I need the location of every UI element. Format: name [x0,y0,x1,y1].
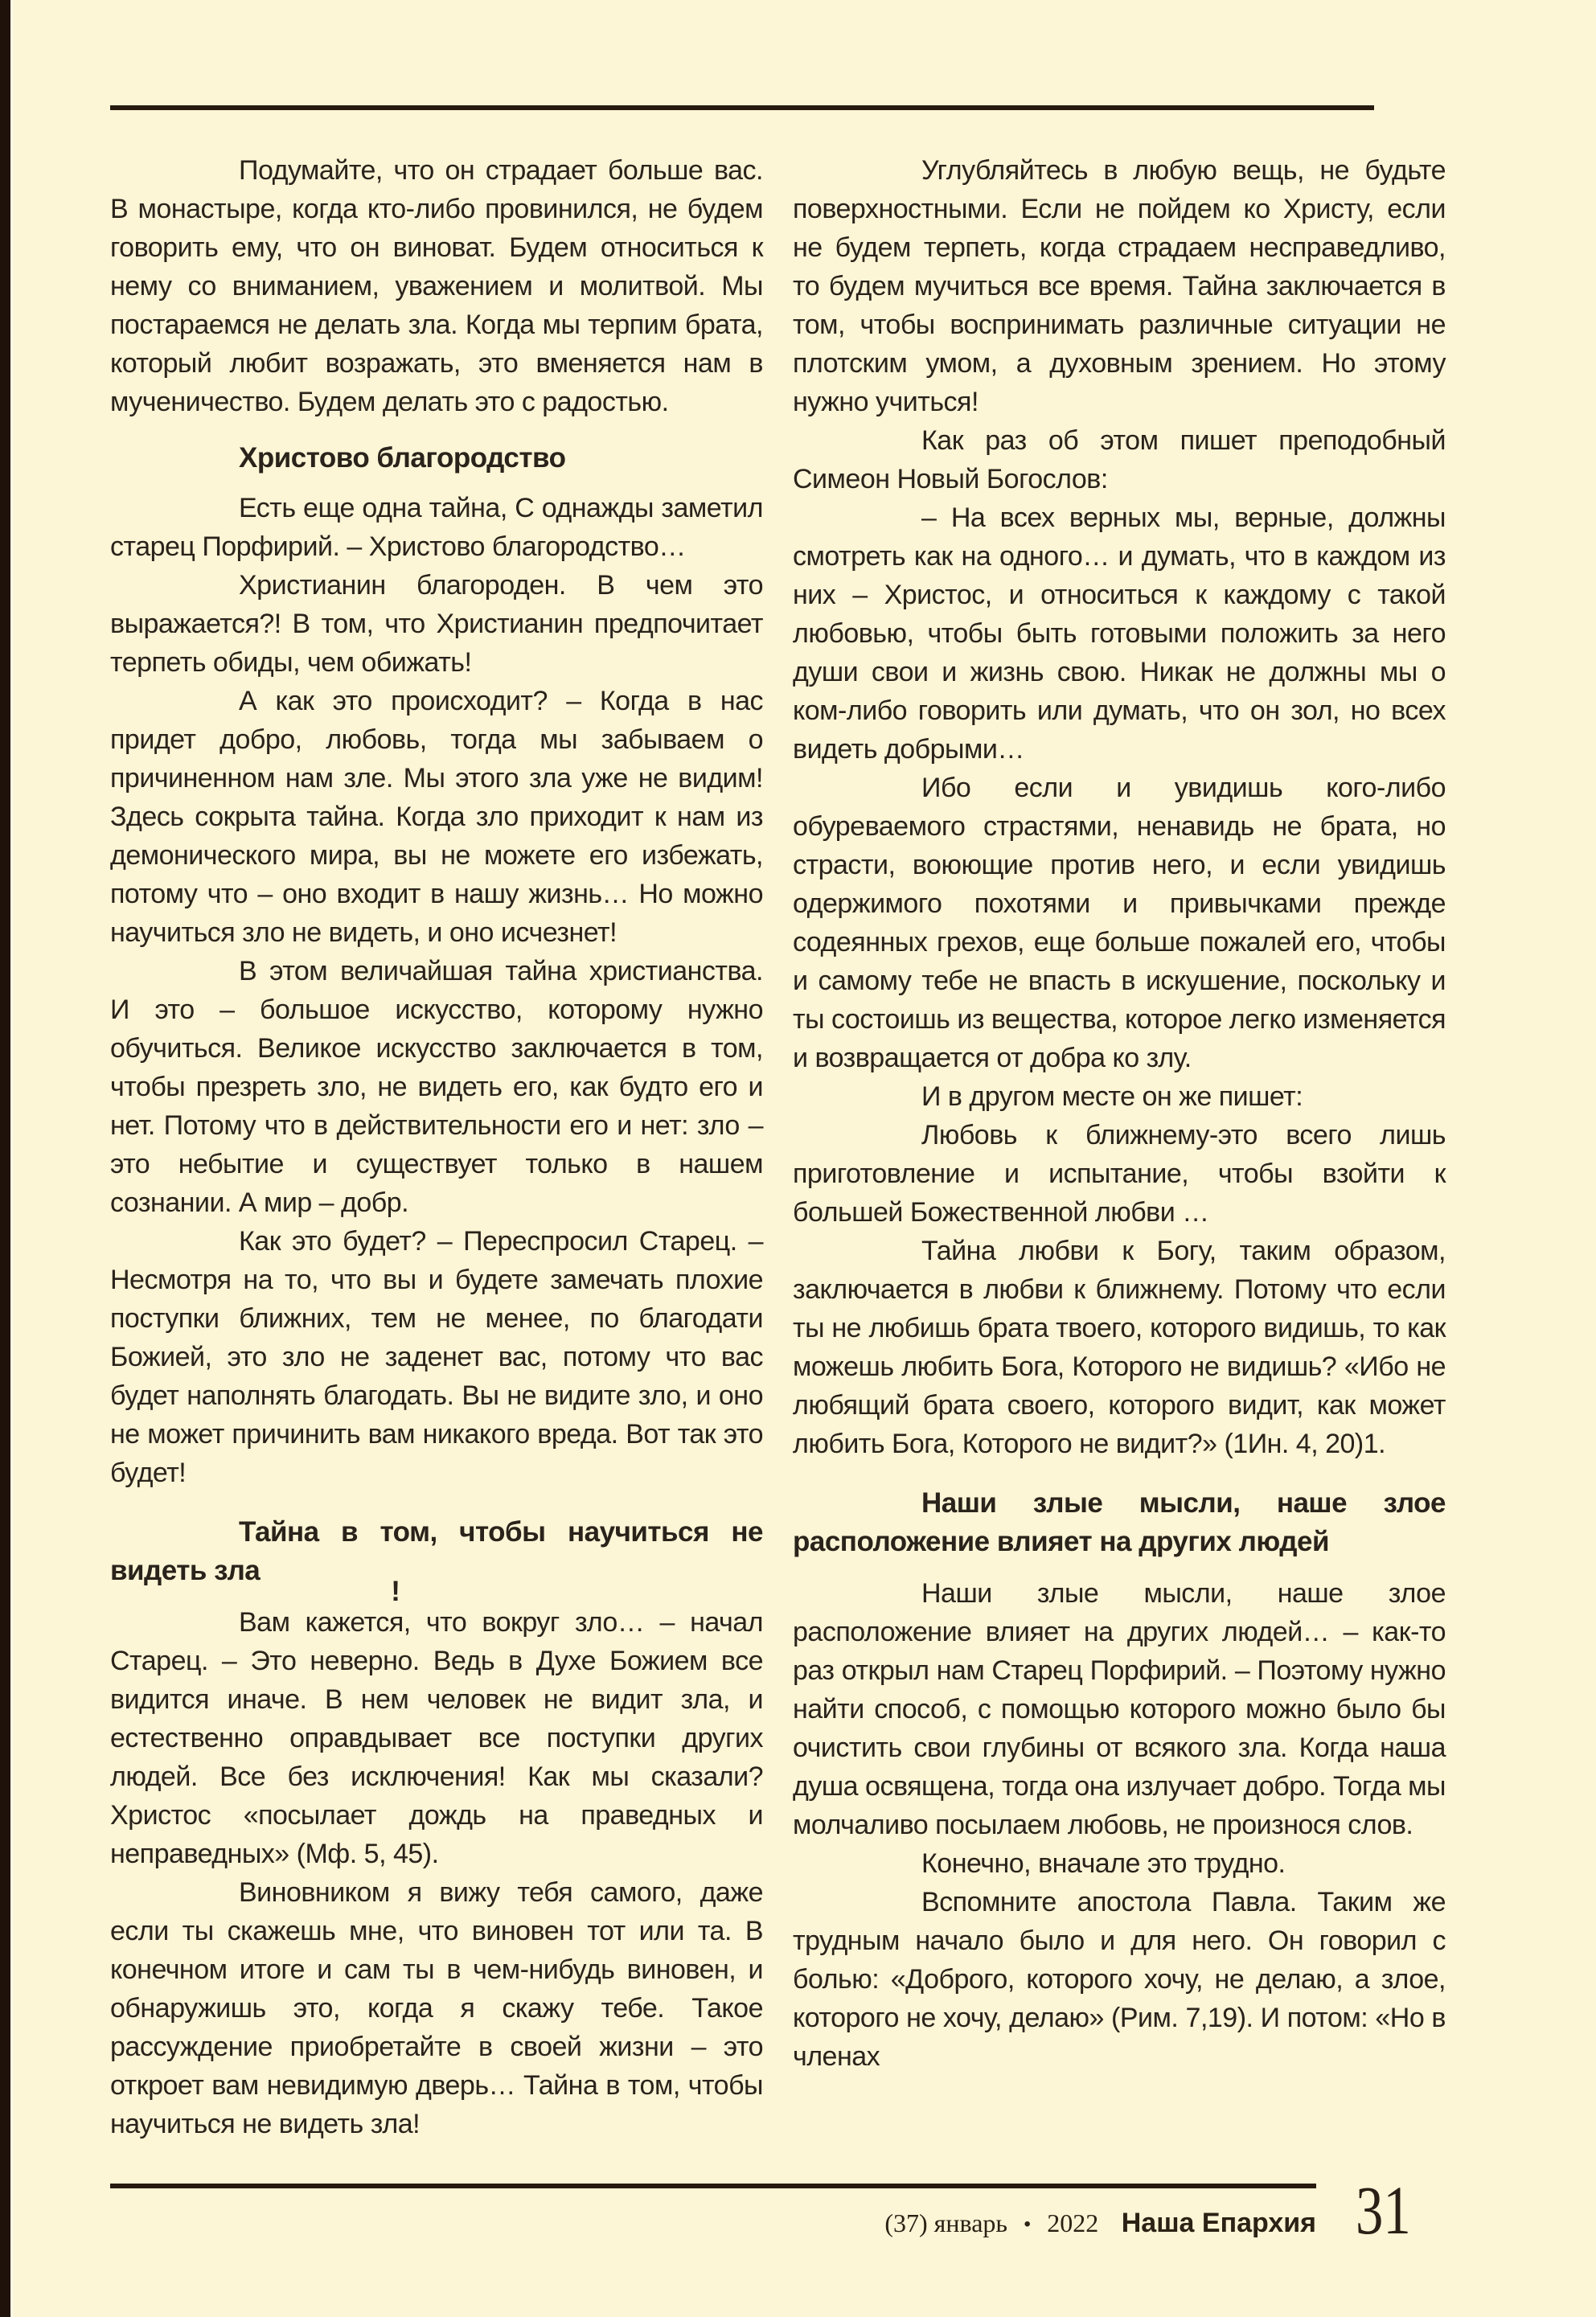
footer-bullet-icon: • [1024,2213,1031,2235]
section-heading: Христово благородство [239,442,566,474]
binding-strip-seam [10,0,14,2317]
heading-stray-exclamation: ! [391,1576,400,1607]
left-column [110,151,763,2143]
paragraph: Конечно, вначале это трудно. [921,1848,1286,1879]
paragraph: Как это будет? – Переспросил Старец. – Несмотря на то, что вы и будете замечать плохие поступки ближних, тем не менее, по благодати Божией, это зло не заденет вас, потому что вас будет наполнять благодать. Вы не видите зло, и оно не может причинить вам никакого вреда. Вот так это будет! [110,1226,763,1488]
footer-brand: Наша Епархия [1121,2208,1316,2238]
footer-year: 2022 [1047,2208,1099,2237]
paragraph: – На всех верных мы, верные, должны смотреть как на одного… и думать, что в каждом из них – Христос, и относиться к каждому с такой любовью, чтобы быть готовыми положить за него души свои и жизнь свою. Никак не должны мы о ком-либо говорить или думать, что он зол, но всех видеть добрыми… [793,502,1446,765]
paragraph: Вспомните апостола Павла. Таким же трудным начало было и для него. Он говорил с болью: «Доброго, которого хочу, не делаю, а злое, которого не хочу, делаю» (Рим. 7,19). И потом: «Но в членах [793,1887,1446,2072]
footer-issue: (37) январь [884,2208,1007,2237]
section-heading [110,1513,763,1607]
section-heading-text: Тайна в том, чтобы научиться не видеть зла [110,1516,763,1586]
top-rule [110,105,1374,110]
paragraph: Есть еще одна тайна, С однажды заметил старец Порфирий. – Христово благородство… [110,493,763,562]
paragraph: Наши злые мысли, наше злое расположение влияет на других людей… – как-то раз открыл нам Старец Порфирий. – Поэтому нужно найти способ, с помощью которого можно было бы очистить свои глубины от всякого зла. Когда наша душа освящена, тогда она излучает добро. Тогда мы молчаливо посылаем любовь, не произнося слов. [793,1578,1446,1840]
paragraph: А как это происходит? – Когда в нас придет добро, любовь, тогда мы забываем о причиненном нам зле. Мы этого зла уже не видим! Здесь сокрыта тайна. Когда зло приходит к нам из демонического мира, вы не можете его избежать, потому что – оно входит в нашу жизнь… Но можно научиться зло не видеть, и оно исчезнет! [110,686,763,948]
paragraph: Ибо если и увидишь кого-либо обуреваемого страстями, ненавидь не брата, но страсти, воюющие против него, и если увидишь одержимого похотями и привычками прежде содеянных грехов, еще больше пожалей его, чтобы и самому тебе не впасть в искушение, поскольку и ты состоишь из вещества, которое легко изменяется и возвращается от добра ко злу. [793,773,1446,1073]
paragraph: Как раз об этом пишет преподобный Симеон Новый Богослов: [793,425,1446,494]
paragraph: Подумайте, что он страдает больше вас. В монастыре, когда кто-либо провинился, не будем говорить ему, что он виноват. Будем относиться к нему со вниманием, уважением и молитвой. Мы постараемся не делать зла. Когда мы терпим брата, который любит возражать, это вменяется нам в мученичество. Будем делать это с радостью. [110,155,763,417]
binding-strip [0,0,10,2317]
footer [110,2208,1316,2239]
footer-rule [110,2184,1316,2188]
section-heading: Наши злые мысли, наше злое расположение влияет на других людей [793,1487,1446,1557]
paragraph: Тайна любви к Богу, таким образом, заключается в любви к ближнему. Потому что если ты не любишь брата твоего, которого видишь, то как можешь любить Бога, Которого не видишь? «Ибо не любящий брата своего, которого видит, как может любить Бога, Которого не видит?» (1Ин. 4, 20)1. [793,1236,1446,1459]
paragraph: И в другом месте он же пишет: [921,1081,1303,1112]
right-column [793,151,1446,2076]
page-number: 31 [1356,2171,1411,2249]
paragraph: В этом величайшая тайна христианства. И это – большое искусство, которому нужно обучиться. Великое искусство заключается в том, чтобы презреть зло, не видеть его, как будто его и нет. Потому что в действительности его и нет: зло – это небытие и существует только в нашем сознании. А мир – добр. [110,956,763,1218]
paragraph: Христианин благороден. В чем это выражается?! В том, что Христианин предпочитает терпеть обиды, чем обижать! [110,570,763,678]
paragraph: Углубляйтесь в любую вещь, не будьте поверхностными. Если не пойдем ко Христу, если не будем терпеть, когда страдаем несправедливо, то будем мучиться все время. Тайна заключается в том, чтобы воспринимать различные ситуации не плотским умом, а духовным зрением. Но этому нужно учиться! [793,155,1446,417]
paragraph: Вам кажется, что вокруг зло… – начал Старец. – Это неверно. Ведь в Духе Божием все видится иначе. В нем человек не видит зла, и естественно оправдывает все поступки других людей. Все без исключения! Как мы сказали? Христос «посылает дождь на праведных и неправедных» (Мф. 5, 45). [110,1607,763,1869]
paragraph: Виновником я вижу тебя самого, даже если ты скажешь мне, что виновен тот или та. В конечном итоге и сам ты в чем-нибудь виновен, и обнаружишь это, когда я скажу тебе. Такое рассуждение приобретайте в своей жизни – это откроет вам невидимую дверь… Тайна в том, чтобы научиться не видеть зла! [110,1877,763,2139]
paragraph: Любовь к ближнему-это всего лишь приготовление и испытание, чтобы взойти к большей Божественной любви … [793,1120,1446,1228]
